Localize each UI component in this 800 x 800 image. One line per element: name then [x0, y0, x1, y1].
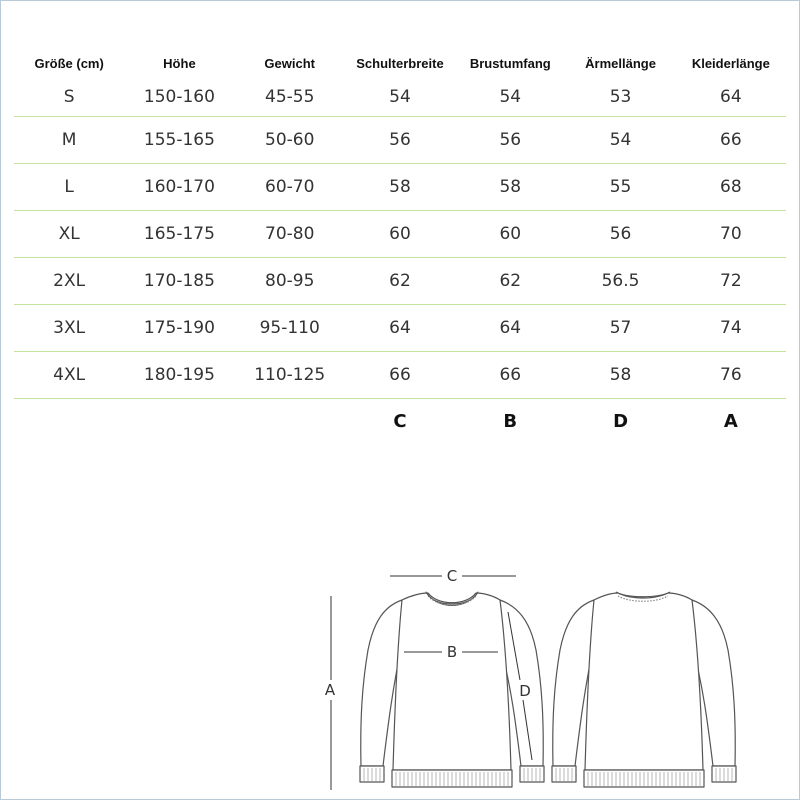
table-cell: 54: [565, 117, 675, 164]
table-cell: 54: [345, 78, 455, 117]
table-cell: 165-175: [124, 211, 234, 258]
table-cell: 4XL: [14, 352, 124, 399]
table-cell: 58: [345, 164, 455, 211]
table-cell: 2XL: [14, 258, 124, 305]
table-cell: 64: [455, 305, 565, 352]
table-row: [14, 164, 786, 211]
measure-label-c: C: [446, 567, 458, 585]
header-sleeve-length: Ärmellänge: [585, 55, 656, 71]
table-cell: 56: [455, 117, 565, 164]
table-cell: 70-80: [235, 211, 345, 258]
letter-cell: [235, 399, 345, 444]
table-cell: 64: [345, 305, 455, 352]
table-row: [14, 352, 786, 399]
header-row: [14, 48, 786, 78]
table-cell: 160-170: [124, 164, 234, 211]
table-cell: 64: [676, 78, 786, 117]
table-cell: XL: [14, 211, 124, 258]
table-cell: 74: [676, 305, 786, 352]
table-row: [14, 258, 786, 305]
sweatshirt-measurement-diagram: [318, 562, 748, 792]
table-cell: 70: [676, 211, 786, 258]
measure-label-b: B: [446, 643, 458, 661]
measurement-letter-row: [14, 399, 786, 444]
letter-cell: D: [613, 410, 629, 432]
table-row: [14, 211, 786, 258]
table-cell: 155-165: [124, 117, 234, 164]
table-cell: S: [14, 78, 124, 117]
table-row: [14, 78, 786, 117]
table-cell: 110-125: [235, 352, 345, 399]
table-cell: 53: [565, 78, 675, 117]
table-cell: 62: [455, 258, 565, 305]
table-cell: 57: [565, 305, 675, 352]
table-cell: 60: [455, 211, 565, 258]
header-shoulder-width: Schulterbreite: [356, 55, 444, 71]
header-chest: Brustumfang: [469, 55, 551, 71]
table-cell: 66: [345, 352, 455, 399]
table-cell: M: [14, 117, 124, 164]
table-cell: L: [14, 164, 124, 211]
table-cell: 60: [345, 211, 455, 258]
measure-label-a: A: [324, 681, 336, 699]
header-height: Höhe: [163, 55, 196, 71]
sweatshirt-front-drawing: [360, 592, 544, 787]
table-cell: 56: [345, 117, 455, 164]
table-cell: 175-190: [124, 305, 234, 352]
table-cell: 80-95: [235, 258, 345, 305]
table-cell: 68: [676, 164, 786, 211]
table-cell: 76: [676, 352, 786, 399]
table-cell: 62: [345, 258, 455, 305]
table-cell: 3XL: [14, 305, 124, 352]
table-cell: 54: [455, 78, 565, 117]
table-cell: 45-55: [235, 78, 345, 117]
header-weight: Gewicht: [264, 55, 315, 71]
letter-cell: B: [503, 410, 518, 432]
letter-cell: [124, 399, 234, 444]
measure-label-d: D: [519, 682, 531, 700]
table-cell: 66: [676, 117, 786, 164]
table-cell: 95-110: [235, 305, 345, 352]
letter-cell: A: [723, 410, 738, 432]
letter-cell: C: [393, 410, 407, 432]
table-cell: 72: [676, 258, 786, 305]
table-cell: 50-60: [235, 117, 345, 164]
table-cell: 58: [455, 164, 565, 211]
table-cell: 66: [455, 352, 565, 399]
header-size: Größe (cm): [34, 55, 104, 71]
table-cell: 58: [565, 352, 675, 399]
table-cell: 150-160: [124, 78, 234, 117]
table-cell: 180-195: [124, 352, 234, 399]
table-row: [14, 305, 786, 352]
table-cell: 55: [565, 164, 675, 211]
header-garment-length: Kleiderlänge: [691, 55, 770, 71]
table-cell: 56.5: [565, 258, 675, 305]
table-row: [14, 117, 786, 164]
table-cell: 60-70: [235, 164, 345, 211]
table-cell: 56: [565, 211, 675, 258]
sweatshirt-back-drawing: [552, 592, 736, 787]
table-cell: 170-185: [124, 258, 234, 305]
letter-cell: [14, 399, 124, 444]
size-chart-table: [14, 48, 786, 443]
